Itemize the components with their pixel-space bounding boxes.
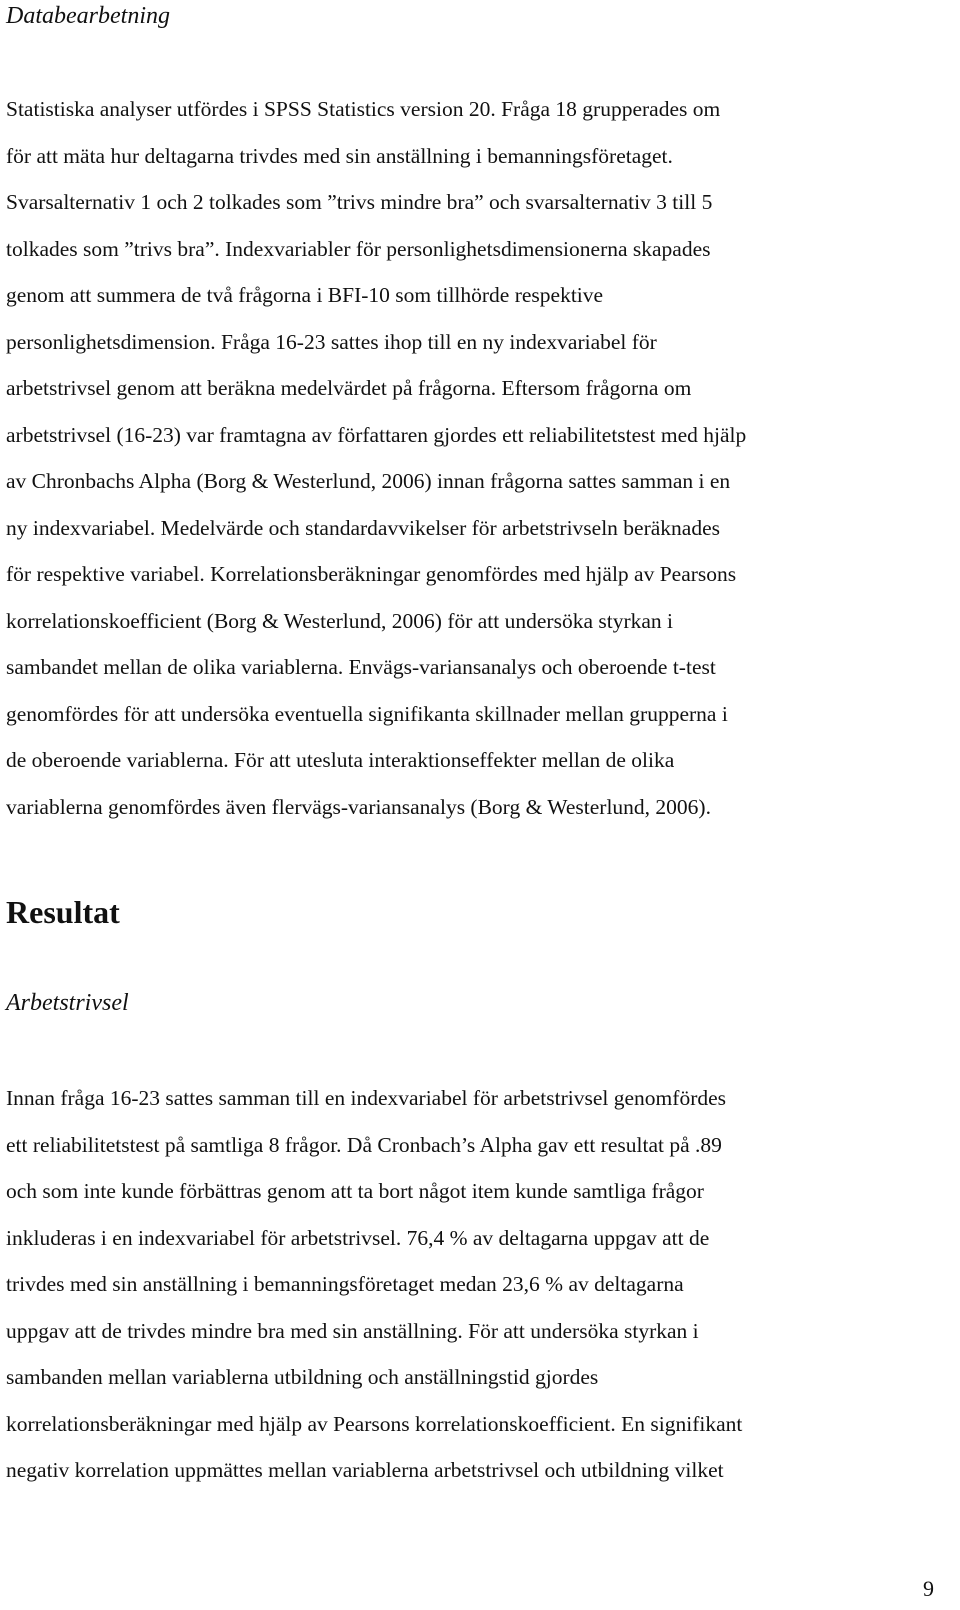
paragraph-line: arbetstrivsel genom att beräkna medelvärdet på frågorna. Eftersom frågorna om bbox=[6, 376, 692, 400]
paragraph-line: ett reliabilitetstest på samtliga 8 frågor. Då Cronbach’s Alpha gav ett resultat på .89 bbox=[6, 1132, 722, 1157]
paragraph-line: negativ korrelation uppmättes mellan variablerna arbetstrivsel och utbildning vilket bbox=[6, 1458, 724, 1482]
paragraph-line: genom att summera de två frågorna i BFI-10 som tillhörde respektive bbox=[6, 283, 604, 307]
paragraph-line: korrelationskoefficient (Borg & Westerlund, 2006) för att undersöka styrkan i bbox=[6, 608, 674, 633]
paragraph-line: sambandet mellan de olika variablerna. Envägs-variansanalys och oberoende t-test bbox=[6, 655, 716, 679]
paragraph-line: sambanden mellan variablerna utbildning och anställningstid gjordes bbox=[6, 1365, 599, 1389]
page-number: 9 bbox=[923, 1576, 934, 1601]
paragraph-line: för respektive variabel. Korrelationsberäkningar genomfördes med hjälp av Pearsons bbox=[6, 562, 737, 586]
paragraph-line: ny indexvariabel. Medelvärde och standardavvikelser för arbetstrivseln beräknades bbox=[6, 515, 720, 540]
paragraph-line: korrelationsberäkningar med hjälp av Pearsons korrelationskoefficient. En signifikant bbox=[6, 1411, 743, 1436]
paragraph-line: Svarsalternativ 1 och 2 tolkades som ”trivs mindre bra” och svarsalternativ 3 till 5 bbox=[6, 190, 713, 214]
paragraph-line: tolkades som ”trivs bra”. Indexvariabler för personlighetsdimensionerna skapades bbox=[6, 236, 711, 261]
section-heading-databearbetning: Databearbetning bbox=[6, 3, 170, 29]
paragraph-line: trivdes med sin anställning i bemanningsföretaget medan 23,6 % av deltagarna bbox=[6, 1272, 684, 1296]
paragraph-line: personlighetsdimension. Fråga 16-23 sattes ihop till en ny indexvariabel för bbox=[6, 329, 657, 354]
paragraph-line: och som inte kunde förbättras genom att ta bort något item kunde samtliga frågor bbox=[6, 1179, 704, 1203]
paragraph-line: arbetstrivsel (16-23) var framtagna av författaren gjordes ett reliabilitetstest med hjälp bbox=[6, 422, 747, 447]
paragraph-line: variablerna genomfördes även flervägs-variansanalys (Borg & Westerlund, 2006). bbox=[6, 794, 711, 819]
main-heading-resultat: Resultat bbox=[6, 894, 120, 930]
paragraph-line: av Chronbachs Alpha (Borg & Westerlund, 2006) innan frågorna sattes samman i en bbox=[6, 469, 731, 493]
paragraph-line: inkluderas i en indexvariabel för arbetstrivsel. 76,4 % av deltagarna uppgav att de bbox=[6, 1225, 710, 1250]
paragraph-line: för att mäta hur deltagarna trivdes med sin anställning i bemanningsföretaget. bbox=[6, 143, 673, 168]
paragraph-line: Innan fråga 16-23 sattes samman till en indexvariabel för arbetstrivsel genomfördes bbox=[6, 1086, 727, 1110]
section-heading-arbetstrivsel: Arbetstrivsel bbox=[6, 990, 129, 1016]
paragraph-databearbetning bbox=[6, 86, 946, 830]
paragraph-line: uppgav att de trivdes mindre bra med sin anställning. För att undersöka styrkan i bbox=[6, 1318, 699, 1343]
paragraph-line: Statistiska analyser utfördes i SPSS Statistics version 20. Fråga 18 grupperades om bbox=[6, 97, 721, 121]
paragraph-line: genomfördes för att undersöka eventuella signifikanta skillnader mellan grupperna i bbox=[6, 701, 728, 726]
paragraph-line: de oberoende variablerna. För att utesluta interaktionseffekter mellan de olika bbox=[6, 748, 675, 772]
paragraph-arbetstrivsel bbox=[6, 1075, 946, 1494]
